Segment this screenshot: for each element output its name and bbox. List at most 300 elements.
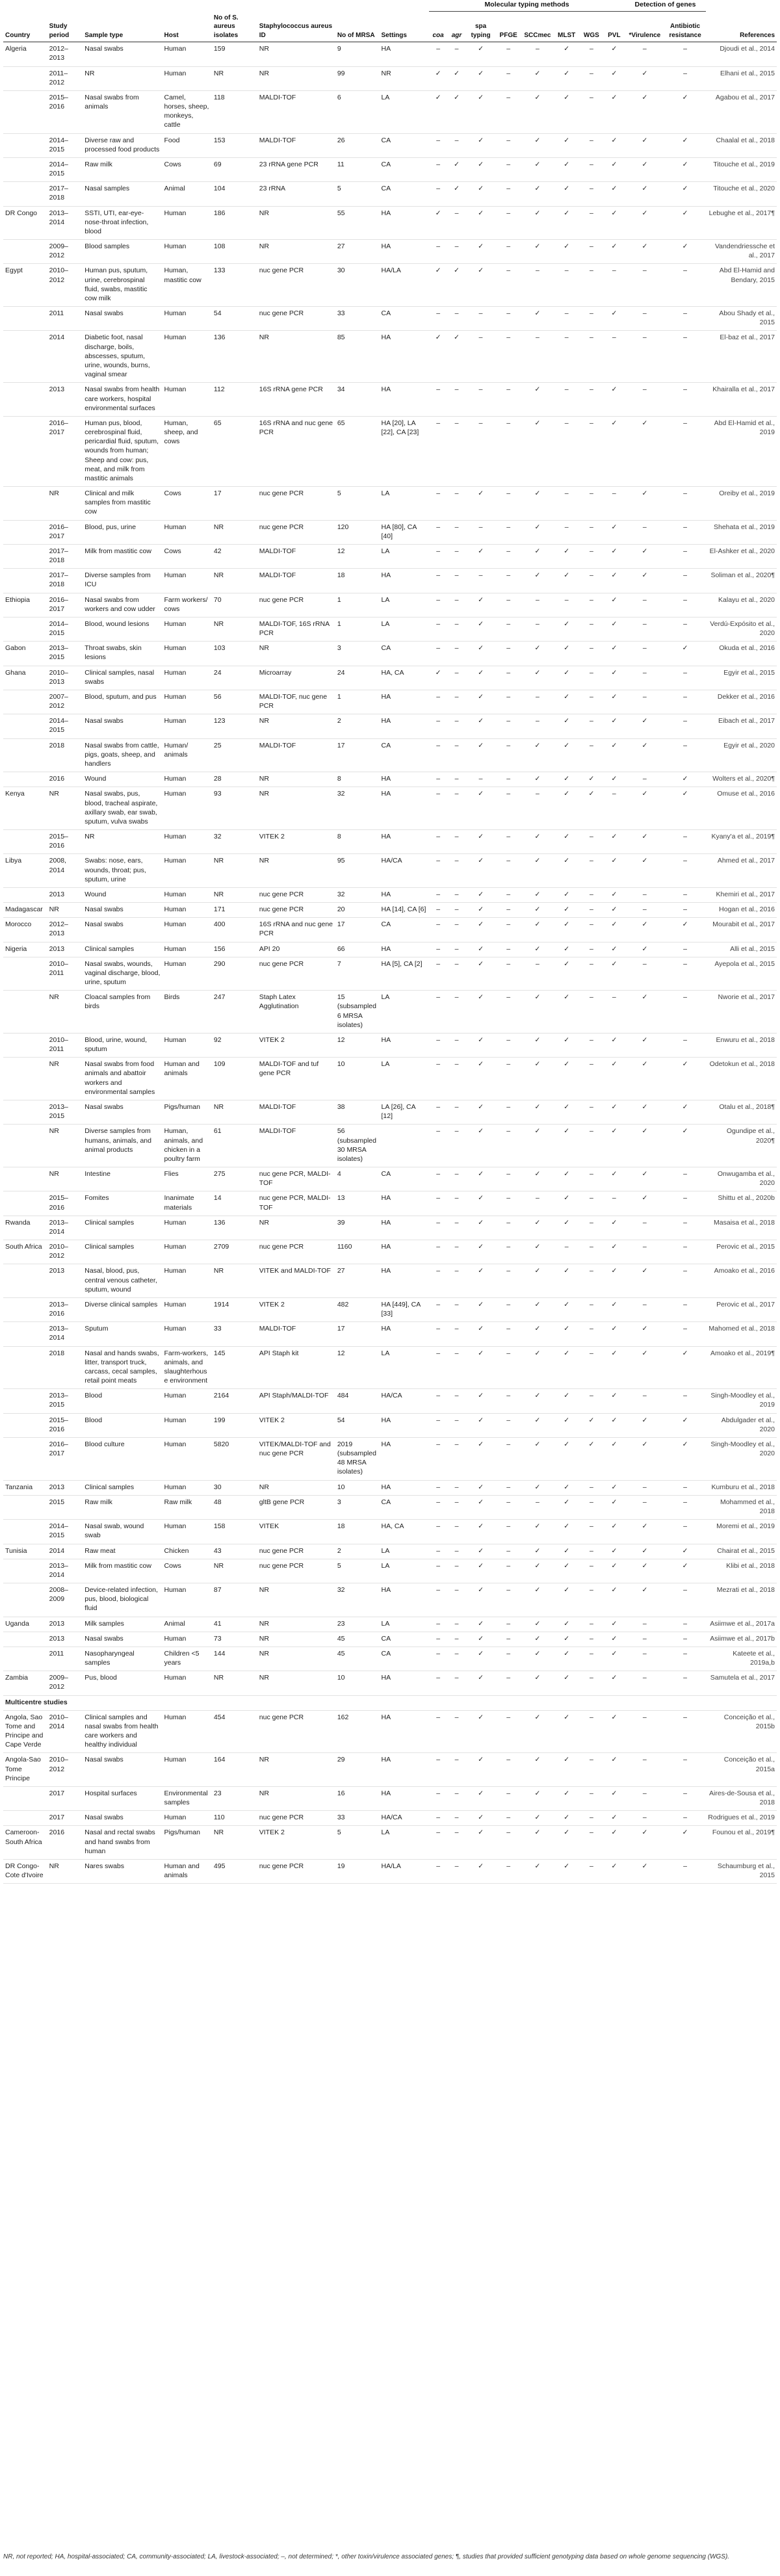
sample-cell: Diabetic foot, nasal discharge, boils, abscesses, sputum, urine, wounds, burns, vaginal smear — [83, 331, 162, 383]
country-cell: Ethiopia — [3, 593, 47, 617]
virulence-mark: – — [625, 1240, 664, 1264]
isolates-cell: 153 — [212, 133, 257, 157]
sa-id-cell: VITEK/MALDI-TOF and nuc gene PCR — [257, 1437, 335, 1480]
coa-mark: – — [429, 617, 447, 641]
pvl-mark: ✓ — [603, 1826, 625, 1860]
sccmec-mark: ✓ — [521, 182, 554, 206]
sccmec-mark: ✓ — [521, 1240, 554, 1264]
table-row — [3, 206, 777, 240]
table-row — [3, 1033, 777, 1057]
sample-cell: Clinical samples — [83, 942, 162, 957]
mlst-mark: ✓ — [554, 1125, 579, 1167]
wgs-mark: – — [579, 1216, 603, 1240]
wgs-mark: – — [579, 1240, 603, 1264]
period-cell: 2014–2015 — [47, 157, 83, 181]
coa-mark: – — [429, 1646, 447, 1671]
sccmec-mark: ✓ — [521, 206, 554, 240]
virulence-mark: – — [625, 1646, 664, 1671]
period-cell: 2013–2014 — [47, 1559, 83, 1583]
reference-cell: Abd El-Hamid and Bendary, 2015 — [706, 264, 777, 307]
mrsa-cell: 10 — [335, 1480, 380, 1495]
spa-mark: ✓ — [466, 133, 496, 157]
reference-cell: Amoako et al., 2019¶ — [706, 1346, 777, 1389]
isolates-cell: 70 — [212, 593, 257, 617]
pvl-mark: ✓ — [603, 918, 625, 942]
settings-cell: HA — [380, 942, 429, 957]
reference-cell: Vandendriessche et al., 2017 — [706, 240, 777, 264]
isolates-cell: NR — [212, 1100, 257, 1124]
agr-mark: – — [447, 1240, 465, 1264]
agr-mark: – — [447, 918, 465, 942]
host-cell: Human — [162, 903, 212, 918]
sa-id-cell: MALDI-TOF, nuc gene PCR — [257, 690, 335, 714]
sccmec-mark: ✓ — [521, 66, 554, 90]
isolates-cell: NR — [212, 887, 257, 902]
settings-cell: HA — [380, 42, 429, 66]
host-cell: Human — [162, 830, 212, 854]
reference-cell: Omuse et al., 2016 — [706, 787, 777, 830]
country-cell — [3, 1389, 47, 1413]
isolates-cell: 17 — [212, 487, 257, 521]
period-cell: 2009–2012 — [47, 1671, 83, 1695]
coa-mark: – — [429, 240, 447, 264]
pvl-mark: ✓ — [603, 1216, 625, 1240]
sample-cell: Blood, pus, urine — [83, 520, 162, 544]
pvl-mark: ✓ — [603, 1389, 625, 1413]
settings-cell: HA — [380, 1671, 429, 1695]
coa-mark: – — [429, 903, 447, 918]
country-cell — [3, 1297, 47, 1321]
antibiotic-mark: ✓ — [664, 1125, 705, 1167]
sa-id-cell: nuc gene PCR — [257, 1811, 335, 1826]
settings-cell: HA — [380, 1413, 429, 1437]
mrsa-cell: 2019 (subsampled 48 MRSA isolates) — [335, 1437, 380, 1480]
reference-cell: Mezrati et al., 2018 — [706, 1583, 777, 1617]
table-row — [3, 1125, 777, 1167]
virulence-mark: ✓ — [625, 133, 664, 157]
wgs-mark: – — [579, 1811, 603, 1826]
host-cell: Human — [162, 1753, 212, 1787]
spa-mark: ✓ — [466, 1753, 496, 1787]
virulence-mark: ✓ — [625, 1100, 664, 1124]
period-cell: NR — [47, 1167, 83, 1191]
sccmec-mark: ✓ — [521, 307, 554, 331]
mrsa-cell: 3 — [335, 642, 380, 666]
host-cell: Birds — [162, 991, 212, 1034]
period-cell: 2013 — [47, 1264, 83, 1298]
virulence-mark: ✓ — [625, 1264, 664, 1298]
sccmec-mark: ✓ — [521, 918, 554, 942]
coa-mark: – — [429, 593, 447, 617]
table-row — [3, 1346, 777, 1389]
settings-cell: HA — [380, 240, 429, 264]
country-cell — [3, 90, 47, 133]
settings-cell: CA — [380, 1646, 429, 1671]
sa-id-cell: VITEK 2 — [257, 830, 335, 854]
sample-cell: Swabs: nose, ears, wounds, throat; pus, sputum, urine — [83, 854, 162, 888]
reference-cell: Kumburu et al., 2018 — [706, 1480, 777, 1495]
agr-mark: – — [447, 1811, 465, 1826]
host-cell: Human — [162, 1632, 212, 1646]
coa-mark: – — [429, 738, 447, 772]
settings-cell: LA — [380, 90, 429, 133]
mrsa-cell: 12 — [335, 1346, 380, 1389]
spa-mark: ✓ — [466, 714, 496, 738]
pfge-mark: – — [496, 1297, 521, 1321]
mlst-mark: ✓ — [554, 544, 579, 568]
reference-cell: Chaalal et al., 2018 — [706, 133, 777, 157]
virulence-mark: – — [625, 1671, 664, 1695]
pvl-mark: ✓ — [603, 957, 625, 991]
pvl-mark: ✓ — [603, 593, 625, 617]
antibiotic-mark: – — [664, 66, 705, 90]
sccmec-mark: ✓ — [521, 1583, 554, 1617]
sa-id-cell: 23 rRNA — [257, 182, 335, 206]
virulence-mark: ✓ — [625, 738, 664, 772]
virulence-mark: – — [625, 887, 664, 902]
host-cell: Human/ animals — [162, 738, 212, 772]
pfge-mark: – — [496, 772, 521, 787]
reference-cell: Chairat et al., 2015 — [706, 1544, 777, 1559]
wgs-mark: – — [579, 133, 603, 157]
mrsa-cell: 56 (subsampled 30 MRSA isolates) — [335, 1125, 380, 1167]
sample-cell: Nasal swabs — [83, 1632, 162, 1646]
mrsa-cell: 85 — [335, 331, 380, 383]
country-cell: Madagascar — [3, 903, 47, 918]
country-cell — [3, 772, 47, 787]
wgs-mark: – — [579, 206, 603, 240]
mlst-mark: ✓ — [554, 854, 579, 888]
mrsa-cell: 4 — [335, 1167, 380, 1191]
mrsa-cell: 27 — [335, 1264, 380, 1298]
agr-mark: – — [447, 1167, 465, 1191]
virulence-mark: – — [625, 307, 664, 331]
antibiotic-mark: – — [664, 830, 705, 854]
coa-mark: – — [429, 1520, 447, 1544]
country-cell — [3, 1559, 47, 1583]
mrsa-cell: 65 — [335, 416, 380, 486]
sccmec-mark: ✓ — [521, 1437, 554, 1480]
host-cell: Human — [162, 569, 212, 593]
mlst-mark: ✓ — [554, 1058, 579, 1100]
spa-mark: ✓ — [466, 1859, 496, 1883]
sccmec-mark: ✓ — [521, 569, 554, 593]
spa-mark: ✓ — [466, 206, 496, 240]
coa-mark: – — [429, 1753, 447, 1787]
pvl-mark: ✓ — [603, 569, 625, 593]
agr-mark: – — [447, 887, 465, 902]
mlst-mark: ✓ — [554, 738, 579, 772]
agr-mark: – — [447, 1058, 465, 1100]
mlst-mark: ✓ — [554, 1264, 579, 1298]
table-row — [3, 487, 777, 521]
sa-id-cell: NR — [257, 1480, 335, 1495]
pvl-mark: ✓ — [603, 666, 625, 690]
sample-cell: Raw milk — [83, 1495, 162, 1519]
agr-mark: – — [447, 1413, 465, 1437]
table-row — [3, 1264, 777, 1298]
pfge-mark: – — [496, 1191, 521, 1216]
coa-mark: – — [429, 690, 447, 714]
settings-cell: LA — [380, 617, 429, 641]
pfge-mark: – — [496, 1859, 521, 1883]
mlst-mark: ✓ — [554, 133, 579, 157]
pvl-mark: ✓ — [603, 738, 625, 772]
settings-cell: HA — [380, 830, 429, 854]
table-row — [3, 1859, 777, 1883]
mrsa-cell: 17 — [335, 1322, 380, 1346]
pfge-mark: – — [496, 830, 521, 854]
agr-mark: – — [447, 487, 465, 521]
reference-cell: Alli et al., 2015 — [706, 942, 777, 957]
spa-mark: ✓ — [466, 182, 496, 206]
pfge-mark: – — [496, 1617, 521, 1632]
isolates-cell: 108 — [212, 240, 257, 264]
pfge-mark: – — [496, 544, 521, 568]
virulence-mark: – — [625, 264, 664, 307]
coa-mark: – — [429, 714, 447, 738]
table-row — [3, 738, 777, 772]
coa-mark: – — [429, 1859, 447, 1883]
country-cell — [3, 1346, 47, 1389]
reference-cell: Elhani et al., 2015 — [706, 66, 777, 90]
country-cell — [3, 383, 47, 417]
mlst-mark: ✓ — [554, 1520, 579, 1544]
mlst-mark: ✓ — [554, 991, 579, 1034]
host-cell: Human — [162, 383, 212, 417]
settings-cell: HA — [380, 383, 429, 417]
sa-id-cell: API Staph kit — [257, 1346, 335, 1389]
spa-mark: ✓ — [466, 593, 496, 617]
pfge-mark: – — [496, 903, 521, 918]
coa-mark: – — [429, 854, 447, 888]
isolates-cell: 133 — [212, 264, 257, 307]
settings-cell: HA — [380, 1322, 429, 1346]
sa-id-cell: MALDI-TOF — [257, 1100, 335, 1124]
mlst-mark: ✓ — [554, 642, 579, 666]
table-row — [3, 331, 777, 383]
country-cell — [3, 1646, 47, 1671]
settings-cell: CA — [380, 918, 429, 942]
mrsa-cell: 2 — [335, 1544, 380, 1559]
country-cell — [3, 1100, 47, 1124]
period-cell: 2012–2013 — [47, 918, 83, 942]
country-cell — [3, 1322, 47, 1346]
reference-cell: Nworie et al., 2017 — [706, 991, 777, 1034]
spa-mark: ✓ — [466, 1710, 496, 1753]
isolates-cell: NR — [212, 617, 257, 641]
table-row — [3, 1413, 777, 1437]
antibiotic-mark: – — [664, 666, 705, 690]
mlst-mark: ✓ — [554, 830, 579, 854]
spa-mark: ✓ — [466, 1646, 496, 1671]
antibiotic-mark: – — [664, 1859, 705, 1883]
antibiotic-mark: – — [664, 1632, 705, 1646]
mrsa-studies-table — [3, 0, 777, 1884]
pvl-mark: ✓ — [603, 520, 625, 544]
wgs-mark: – — [579, 903, 603, 918]
coa-mark: – — [429, 1671, 447, 1695]
country-cell: Uganda — [3, 1617, 47, 1632]
header-references: References — [706, 12, 777, 42]
host-cell: Human — [162, 240, 212, 264]
host-cell: Human — [162, 1520, 212, 1544]
antibiotic-mark: – — [664, 1710, 705, 1753]
host-cell: Human and animals — [162, 1058, 212, 1100]
antibiotic-mark: – — [664, 738, 705, 772]
pfge-mark: – — [496, 157, 521, 181]
period-cell: 2018 — [47, 738, 83, 772]
mrsa-cell: 38 — [335, 1100, 380, 1124]
spa-mark: ✓ — [466, 90, 496, 133]
sccmec-mark: ✓ — [521, 1264, 554, 1298]
settings-cell: HA — [380, 1437, 429, 1480]
table-row — [3, 1480, 777, 1495]
sample-cell: Hospital surfaces — [83, 1786, 162, 1810]
period-cell: 2013–2016 — [47, 1297, 83, 1321]
coa-mark: – — [429, 307, 447, 331]
mlst-mark: ✓ — [554, 918, 579, 942]
host-cell: Children <5 years — [162, 1646, 212, 1671]
sa-id-cell: NR — [257, 240, 335, 264]
mrsa-cell: 12 — [335, 544, 380, 568]
country-cell — [3, 544, 47, 568]
sccmec-mark: ✓ — [521, 240, 554, 264]
sample-cell: Intestine — [83, 1167, 162, 1191]
country-cell: Rwanda — [3, 1216, 47, 1240]
period-cell: 2016 — [47, 1826, 83, 1860]
sample-cell: Nasal swabs from food animals and abattoir workers and environmental samples — [83, 1058, 162, 1100]
coa-mark: ✓ — [429, 206, 447, 240]
table-row — [3, 887, 777, 902]
sa-id-cell: API Staph/MALDI-TOF — [257, 1389, 335, 1413]
country-cell — [3, 1786, 47, 1810]
sample-cell: SSTI, UTI, ear-eye-nose-throat infection, blood — [83, 206, 162, 240]
settings-cell: HA/CA — [380, 1811, 429, 1826]
sa-id-cell: MALDI-TOF — [257, 1322, 335, 1346]
sa-id-cell: nuc gene PCR — [257, 887, 335, 902]
pvl-mark: ✓ — [603, 1264, 625, 1298]
mrsa-cell: 12 — [335, 1033, 380, 1057]
coa-mark: – — [429, 1167, 447, 1191]
wgs-mark: – — [579, 264, 603, 307]
virulence-mark: – — [625, 1389, 664, 1413]
mrsa-cell: 26 — [335, 133, 380, 157]
host-cell: Camel, horses, sheep, monkeys, cattle — [162, 90, 212, 133]
country-cell — [3, 738, 47, 772]
mrsa-cell: 2 — [335, 714, 380, 738]
coa-mark: – — [429, 1710, 447, 1753]
pvl-mark: ✓ — [603, 1753, 625, 1787]
table-row — [3, 991, 777, 1034]
period-cell: 2010–2012 — [47, 1240, 83, 1264]
period-cell: 2015–2016 — [47, 830, 83, 854]
sample-cell: Nasal swabs — [83, 1100, 162, 1124]
reference-cell: Abdulgader et al., 2020 — [706, 1413, 777, 1437]
sample-cell: Clinical samples, nasal swabs — [83, 666, 162, 690]
country-cell — [3, 1167, 47, 1191]
sample-cell: Wound — [83, 772, 162, 787]
spa-mark: ✓ — [466, 1826, 496, 1860]
period-cell: 2013 — [47, 1617, 83, 1632]
virulence-mark: ✓ — [625, 487, 664, 521]
header-mlst: MLST — [554, 12, 579, 42]
wgs-mark: – — [579, 1710, 603, 1753]
period-cell: 2015 — [47, 1495, 83, 1519]
host-cell: Human — [162, 1322, 212, 1346]
spa-mark: ✓ — [466, 738, 496, 772]
isolates-cell: 290 — [212, 957, 257, 991]
sample-cell: Nasal and hands swabs, litter, transport truck, carcass, cecal samples, retail point meats — [83, 1346, 162, 1389]
sa-id-cell: NR — [257, 1786, 335, 1810]
wgs-mark: – — [579, 1786, 603, 1810]
sccmec-mark: – — [521, 957, 554, 991]
mrsa-cell: 34 — [335, 383, 380, 417]
sa-id-cell: MALDI-TOF — [257, 1125, 335, 1167]
virulence-mark: – — [625, 383, 664, 417]
agr-mark: – — [447, 714, 465, 738]
mlst-mark: ✓ — [554, 1191, 579, 1216]
period-cell: 2015–2016 — [47, 90, 83, 133]
sample-cell: Fomites — [83, 1191, 162, 1216]
reference-cell: Conceição et al., 2015b — [706, 1710, 777, 1753]
agr-mark: – — [447, 1495, 465, 1519]
isolates-cell: 42 — [212, 544, 257, 568]
sccmec-mark: ✓ — [521, 1480, 554, 1495]
mlst-mark: – — [554, 331, 579, 383]
coa-mark: – — [429, 787, 447, 830]
virulence-mark: ✓ — [625, 1413, 664, 1437]
agr-mark: – — [447, 617, 465, 641]
reference-cell: Egyir et al., 2015 — [706, 666, 777, 690]
antibiotic-mark: – — [664, 690, 705, 714]
header-sample: Sample type — [83, 12, 162, 42]
coa-mark: – — [429, 642, 447, 666]
isolates-cell: 156 — [212, 942, 257, 957]
sa-id-cell: 16S rRNA and nuc gene PCR — [257, 918, 335, 942]
agr-mark: – — [447, 1033, 465, 1057]
sample-cell: Nasal swabs from health care workers, hospital environmental surfaces — [83, 383, 162, 417]
sample-cell: Blood, sputum, and pus — [83, 690, 162, 714]
table-row — [3, 690, 777, 714]
mlst-mark: ✓ — [554, 957, 579, 991]
mlst-mark: ✓ — [554, 1632, 579, 1646]
mlst-mark: ✓ — [554, 240, 579, 264]
settings-cell: HA [449], CA [33] — [380, 1297, 429, 1321]
sample-cell: Nasal swabs, pus, blood, tracheal aspirate, axillary swab, ear swab, sputum, vulva swabs — [83, 787, 162, 830]
spa-mark: ✓ — [466, 830, 496, 854]
reference-cell: El-baz et al., 2017 — [706, 331, 777, 383]
isolates-cell: 69 — [212, 157, 257, 181]
coa-mark: – — [429, 991, 447, 1034]
agr-mark: ✓ — [447, 66, 465, 90]
wgs-mark: – — [579, 1058, 603, 1100]
sa-id-cell: nuc gene PCR — [257, 1559, 335, 1583]
spa-mark: ✓ — [466, 1191, 496, 1216]
sample-cell: Nasal swabs — [83, 918, 162, 942]
host-cell: Human, sheep, and cows — [162, 416, 212, 486]
antibiotic-mark: – — [664, 1786, 705, 1810]
sample-cell: Nasal swabs — [83, 1811, 162, 1826]
mrsa-cell: 3 — [335, 1495, 380, 1519]
settings-cell: LA — [380, 1544, 429, 1559]
agr-mark: – — [447, 416, 465, 486]
country-cell — [3, 182, 47, 206]
pvl-mark: ✓ — [603, 1167, 625, 1191]
country-cell — [3, 991, 47, 1034]
settings-cell: CA — [380, 642, 429, 666]
settings-cell: CA — [380, 307, 429, 331]
